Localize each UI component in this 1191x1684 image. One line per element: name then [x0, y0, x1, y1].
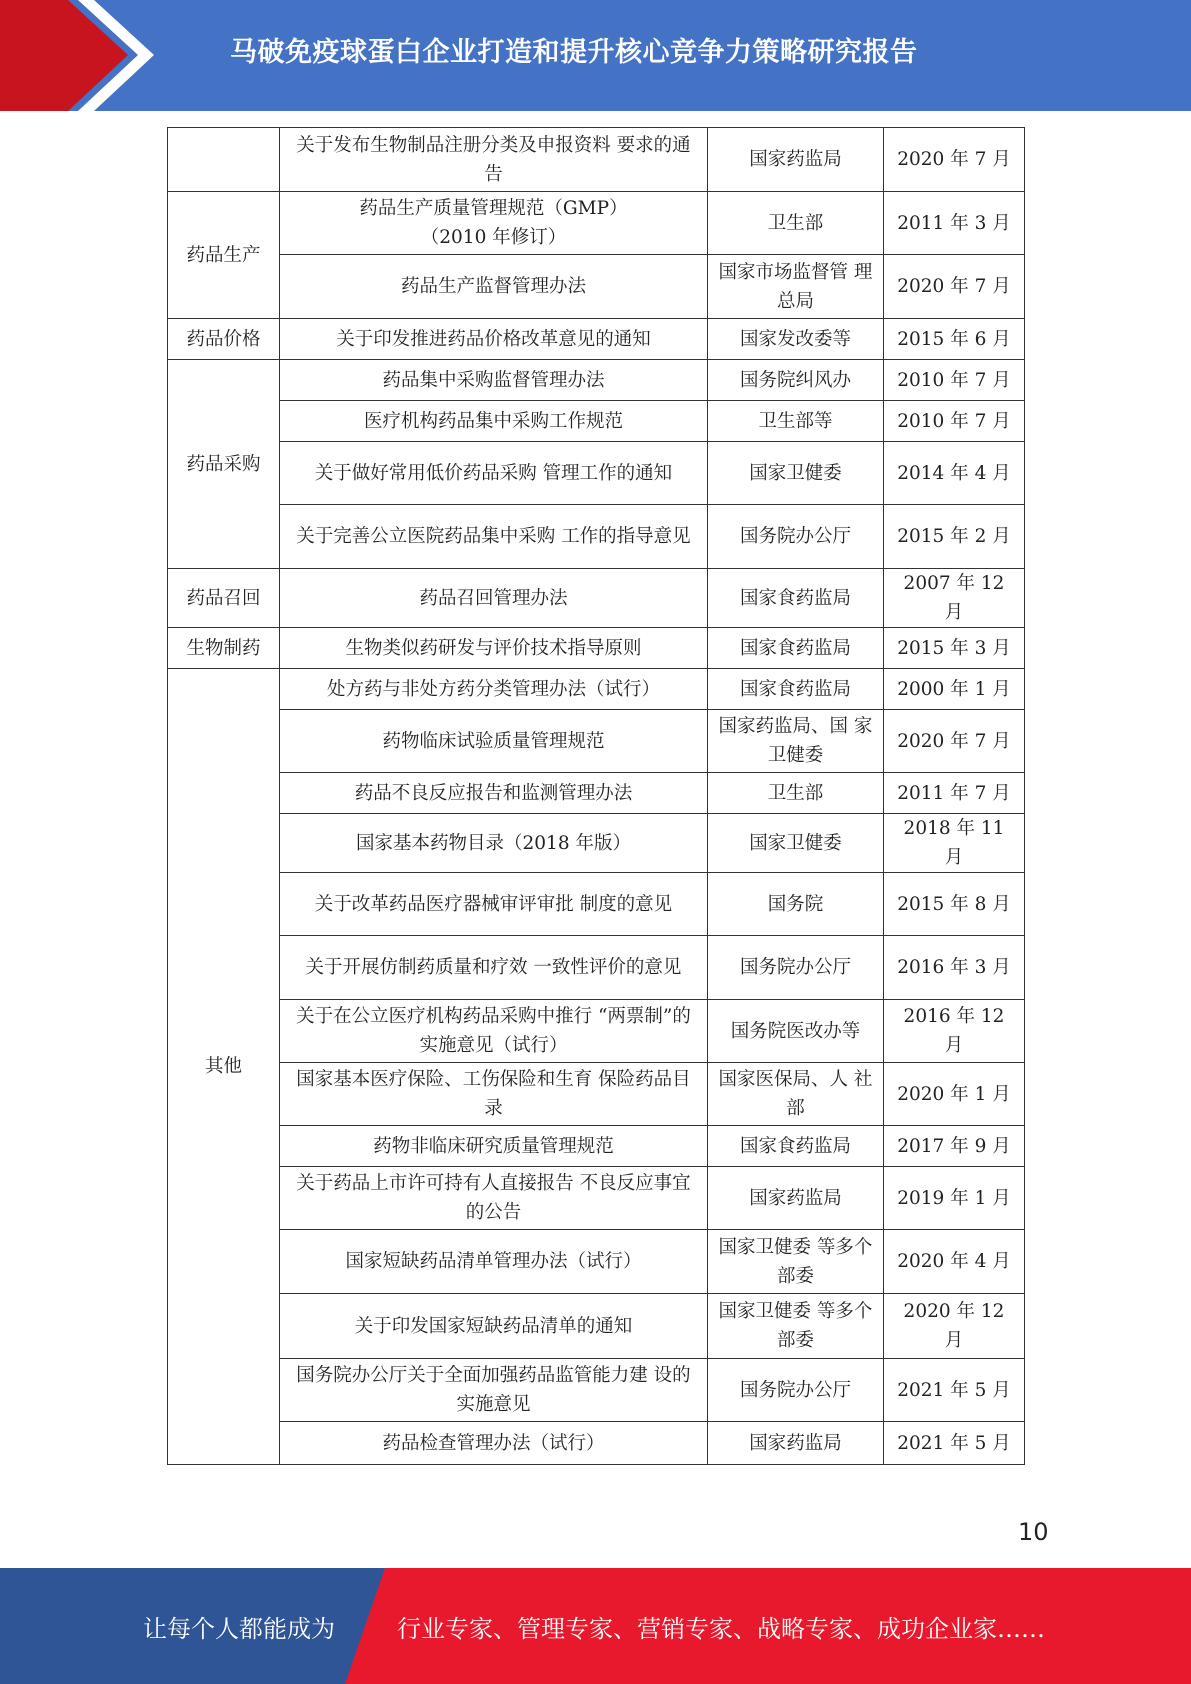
agency-cell: 国家药监局	[708, 128, 884, 192]
policy-name-cell: 药物非临床研究质量管理规范	[280, 1126, 708, 1167]
policy-table	[167, 127, 1025, 1465]
agency-cell: 卫生部等	[708, 401, 884, 442]
policy-name-cell: 关于药品上市许可持有人直接报告 不良反应事宜的公告	[280, 1167, 708, 1230]
category-cell	[168, 128, 280, 192]
date-cell: 2020 年 1 月	[884, 1063, 1025, 1126]
table-row	[168, 1422, 1025, 1465]
policy-name-cell: 关于印发推进药品价格改革意见的通知	[280, 319, 708, 360]
policy-name-cell: 处方药与非处方药分类管理办法（试行）	[280, 669, 708, 710]
agency-cell: 国家卫健委	[708, 442, 884, 505]
slogan-left: 让每个人都能成为	[143, 1614, 335, 1643]
agency-cell: 卫生部	[708, 192, 884, 255]
agency-cell: 国家药监局	[708, 1422, 884, 1465]
table-row	[168, 1359, 1025, 1422]
policy-name-cell: 药物临床试验质量管理规范	[280, 710, 708, 773]
table-row	[168, 936, 1025, 1000]
report-title: 马破免疫球蛋白企业打造和提升核心竞争力策略研究报告	[230, 37, 918, 68]
table-row	[168, 1294, 1025, 1359]
policy-name-cell: 关于在公立医疗机构药品采购中推行 “两票制”的实施意见（试行）	[280, 1000, 708, 1063]
date-cell: 2020 年 7 月	[884, 128, 1025, 192]
date-cell: 2007 年 12 月	[884, 569, 1025, 628]
agency-cell: 国家卫健委 等多个部委	[708, 1294, 884, 1359]
page-header	[0, 0, 1191, 111]
table-row	[168, 401, 1025, 442]
date-cell: 2020 年 7 月	[884, 255, 1025, 319]
agency-cell: 国家药监局	[708, 1167, 884, 1230]
agency-cell: 国家市场监督管 理总局	[708, 255, 884, 319]
table-row	[168, 873, 1025, 936]
policy-name-cell: 医疗机构药品集中采购工作规范	[280, 401, 708, 442]
policy-name-cell: 药品集中采购监督管理办法	[280, 360, 708, 401]
agency-cell: 卫生部	[708, 773, 884, 814]
category-cell: 生物制药	[168, 628, 280, 669]
agency-cell: 国家卫健委	[708, 814, 884, 873]
table-row	[168, 255, 1025, 319]
slogan-right: 行业专家、管理专家、营销专家、战略专家、成功企业家……	[397, 1614, 1045, 1643]
agency-cell: 国务院办公厅	[708, 1359, 884, 1422]
agency-cell: 国家药监局、国 家卫健委	[708, 710, 884, 773]
policy-name-cell: 关于改革药品医疗器械审评审批 制度的意见	[280, 873, 708, 936]
category-cell: 药品召回	[168, 569, 280, 628]
date-cell: 2020 年 4 月	[884, 1230, 1025, 1294]
policy-name-cell: 国务院办公厅关于全面加强药品监管能力建 设的实施意见	[280, 1359, 708, 1422]
date-cell: 2019 年 1 月	[884, 1167, 1025, 1230]
date-cell: 2014 年 4 月	[884, 442, 1025, 505]
table-row	[168, 360, 1025, 401]
category-cell: 药品价格	[168, 319, 280, 360]
table-row	[168, 128, 1025, 192]
agency-cell: 国家食药监局	[708, 1126, 884, 1167]
agency-cell: 国家食药监局	[708, 628, 884, 669]
table-row	[168, 319, 1025, 360]
table-row	[168, 1126, 1025, 1167]
policy-name-cell: 关于完善公立医院药品集中采购 工作的指导意见	[280, 505, 708, 569]
policy-name-cell: 国家短缺药品清单管理办法（试行）	[280, 1230, 708, 1294]
header-arrow-icon	[0, 0, 160, 111]
policy-name-cell: 国家基本药物目录（2018 年版）	[280, 814, 708, 873]
date-cell: 2015 年 2 月	[884, 505, 1025, 569]
page-number: 10	[1018, 1518, 1049, 1546]
date-cell: 2015 年 3 月	[884, 628, 1025, 669]
policy-name-cell: 生物类似药研发与评价技术指导原则	[280, 628, 708, 669]
date-cell: 2010 年 7 月	[884, 401, 1025, 442]
date-cell: 2020 年 12 月	[884, 1294, 1025, 1359]
policy-name-cell: 药品召回管理办法	[280, 569, 708, 628]
category-cell: 药品生产	[168, 192, 280, 319]
agency-cell: 国家医保局、人 社部	[708, 1063, 884, 1126]
date-cell: 2021 年 5 月	[884, 1422, 1025, 1465]
table-row	[168, 1063, 1025, 1126]
table-row	[168, 442, 1025, 505]
agency-cell: 国家食药监局	[708, 569, 884, 628]
date-cell: 2017 年 9 月	[884, 1126, 1025, 1167]
date-cell: 2011 年 3 月	[884, 192, 1025, 255]
agency-cell: 国家卫健委 等多个部委	[708, 1230, 884, 1294]
date-cell: 2010 年 7 月	[884, 360, 1025, 401]
category-cell: 其他	[168, 669, 280, 1465]
table-row	[168, 814, 1025, 873]
policy-name-cell: 关于开展仿制药质量和疗效 一致性评价的意见	[280, 936, 708, 1000]
table-row	[168, 710, 1025, 773]
policy-name-cell: 药品生产监督管理办法	[280, 255, 708, 319]
policy-name-cell: 关于印发国家短缺药品清单的通知	[280, 1294, 708, 1359]
policy-name-cell: 关于发布生物制品注册分类及申报资料 要求的通告	[280, 128, 708, 192]
table-row	[168, 192, 1025, 255]
table-row	[168, 628, 1025, 669]
date-cell: 2015 年 6 月	[884, 319, 1025, 360]
policy-name-cell: 药品不良反应报告和监测管理办法	[280, 773, 708, 814]
date-cell: 2020 年 7 月	[884, 710, 1025, 773]
policy-name-cell: 关于做好常用低价药品采购 管理工作的通知	[280, 442, 708, 505]
date-cell: 2021 年 5 月	[884, 1359, 1025, 1422]
date-cell: 2000 年 1 月	[884, 669, 1025, 710]
table-row	[168, 1230, 1025, 1294]
policy-name-cell: 国家基本医疗保险、工伤保险和生育 保险药品目录	[280, 1063, 708, 1126]
agency-cell: 国务院纠风办	[708, 360, 884, 401]
category-cell: 药品采购	[168, 360, 280, 569]
date-cell: 2018 年 11 月	[884, 814, 1025, 873]
table-row	[168, 505, 1025, 569]
page-footer	[0, 1568, 1191, 1684]
policy-name-cell: 药品生产质量管理规范（GMP） （2010 年修订）	[280, 192, 708, 255]
table-row	[168, 1000, 1025, 1063]
date-cell: 2016 年 3 月	[884, 936, 1025, 1000]
table-row	[168, 773, 1025, 814]
date-cell: 2016 年 12 月	[884, 1000, 1025, 1063]
date-cell: 2011 年 7 月	[884, 773, 1025, 814]
agency-cell: 国家食药监局	[708, 669, 884, 710]
agency-cell: 国务院医改办等	[708, 1000, 884, 1063]
date-cell: 2015 年 8 月	[884, 873, 1025, 936]
table-row	[168, 669, 1025, 710]
agency-cell: 国家发改委等	[708, 319, 884, 360]
agency-cell: 国务院办公厅	[708, 505, 884, 569]
agency-cell: 国务院办公厅	[708, 936, 884, 1000]
agency-cell: 国务院	[708, 873, 884, 936]
table-row	[168, 569, 1025, 628]
table-row	[168, 1167, 1025, 1230]
policy-name-cell: 药品检查管理办法（试行）	[280, 1422, 708, 1465]
